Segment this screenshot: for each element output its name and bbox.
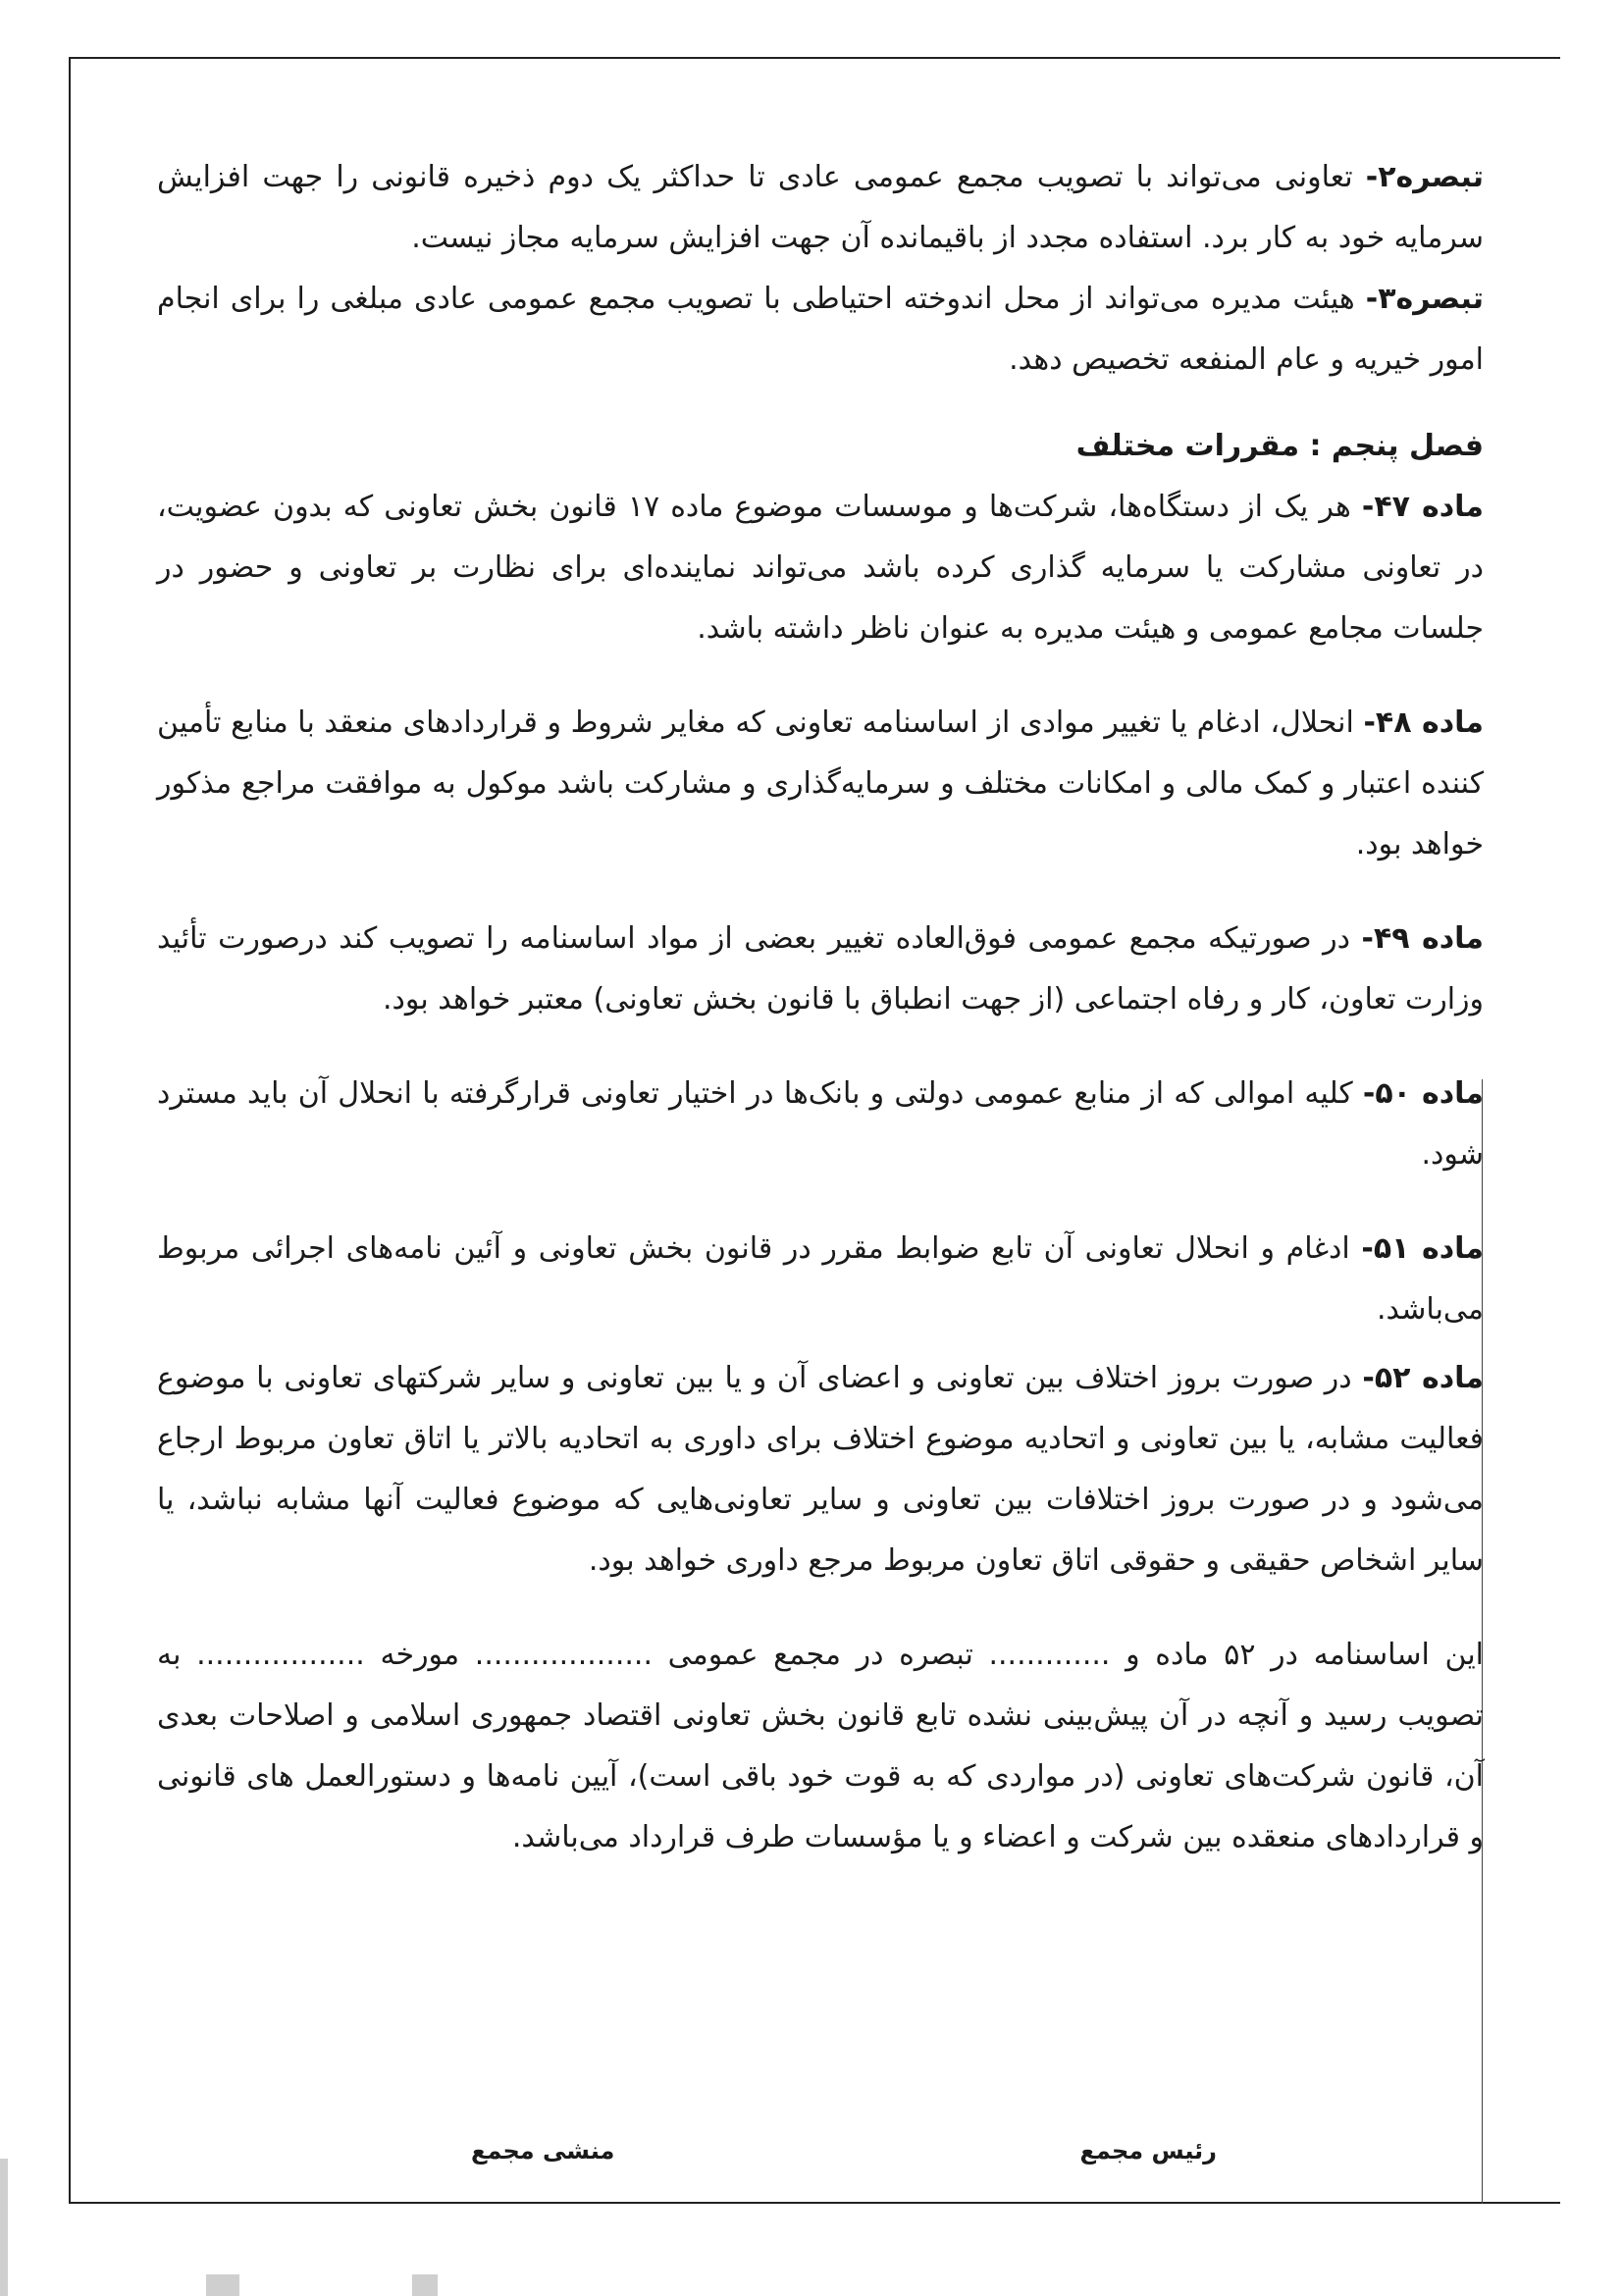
article-49 bbox=[157, 909, 1484, 1030]
article-label: ماده ۴۹- bbox=[1361, 921, 1484, 956]
note-2 bbox=[157, 147, 1484, 269]
article-label: ماده ۵۰- bbox=[1362, 1076, 1484, 1111]
signature-row bbox=[471, 2137, 1217, 2165]
article-label: ماده ۴۷- bbox=[1361, 490, 1484, 524]
note-label: تبصره۲- bbox=[1365, 160, 1484, 194]
scan-artifact bbox=[0, 2159, 8, 2296]
note-text: تعاونی می‌تواند با تصویب مجمع عمومی عادی تا حداکثر یک دوم ذخیره قانونی را جهت افزایش سرمایه خود به کار برد. استفاده مجدد از باقیمانده آن جهت افزایش سرمایه مجاز نیست. bbox=[157, 160, 1484, 255]
article-text: در صورتیکه مجمع عمومی فوق‌العاده تغییر بعضی از مواد اساسنامه را تصویب کند درصورت تأئید وزارت تعاون، کار و رفاه اجتماعی (از جهت انطباق با قانون بخش تعاونی) معتبر خواهد بود. bbox=[157, 921, 1484, 1017]
chapter-heading: فصل پنجم : مقررات مختلف bbox=[1075, 429, 1484, 463]
closing-paragraph: این اساسنامه در ۵۲ ماده و ............. تبصره در مجمع عمومی ................... مورخه .................. به تصویب رسید و آنچه در آن پیش‌بینی نشده تابع قانون بخش تعاونی اقتصاد جمهوری اسلامی و اصلاحات بعدی آن، قانون شرکت‌های تعاونی (در مواردی که به قوت خود باقی است)، آیین نامه‌ها و دستورالعمل های قانونی و قراردادهای منعقده بین شرکت و اعضاء و یا مؤسسات طرف قرارداد می‌باشد. bbox=[157, 1638, 1484, 1854]
article-47 bbox=[157, 477, 1484, 659]
article-text: ادغام و انحلال تعاونی آن تابع ضوابط مقرر در قانون بخش تعاونی و آئین نامه‌های اجرائی مربوط می‌باشد. bbox=[157, 1231, 1484, 1327]
article-text: هر یک از دستگاه‌ها، شرکت‌ها و موسسات موضوع ماده ۱۷ قانون بخش تعاونی که بدون عضویت، در تعاونی مشارکت یا سرمایه گذاری کرده باشد می‌تواند نماینده‌ای برای نظارت بر تعاونی و حضور در جلسات مجامع عمومی و هیئت مدیره به عنوان ناظر داشته باشد. bbox=[157, 490, 1484, 646]
article-label: ماده ۵۲- bbox=[1362, 1361, 1484, 1395]
secretary-signature-label: منشی مجمع bbox=[471, 2137, 615, 2165]
article-51 bbox=[157, 1219, 1484, 1340]
note-text: هیئت مدیره می‌تواند از محل اندوخته احتیاطی با تصویب مجمع عمومی عادی مبلغی را برای انجام امور خیریه و عام المنفعه تخصیص دهد. bbox=[157, 282, 1484, 377]
article-text: در صورت بروز اختلاف بین تعاونی و اعضای آن و یا بین تعاونی و سایر شرکتهای تعاونی با موضوع فعالیت مشابه، یا بین تعاونی و اتحادیه موضوع اختلاف برای داوری به اتحادیه بالاتر یا اتاق تعاون مربوط ارجاع می‌شود و در صورت بروز اختلافات بین تعاونی و سایر تعاونی‌هایی که موضوع فعالیت آنها مشابه نباشد، یا سایر اشخاص حقیقی و حقوقی اتاق تعاون مربوط مرجع داوری خواهد بود. bbox=[157, 1361, 1484, 1578]
article-50 bbox=[157, 1064, 1484, 1185]
article-text: انحلال، ادغام یا تغییر موادی از اساسنامه تعاونی که مغایر شروط و قراردادهای منعقد با منابع تأمین کننده اعتبار و کمک مالی و امکانات مختلف و سرمایه‌گذاری و مشارکت باشد موکول به موافقت مراجع مذکور خواهد بود. bbox=[157, 705, 1484, 861]
article-label: ماده ۵۱- bbox=[1361, 1231, 1484, 1266]
scan-artifact bbox=[206, 2274, 239, 2296]
scan-artifact bbox=[412, 2274, 438, 2296]
article-text: کلیه اموالی که از منابع عمومی دولتی و بانک‌ها در اختیار تعاونی قرارگرفته با انحلال آن باید مسترد شود. bbox=[157, 1076, 1484, 1172]
article-52 bbox=[157, 1348, 1484, 1592]
article-48 bbox=[157, 693, 1484, 875]
article-label: ماده ۴۸- bbox=[1363, 705, 1485, 740]
document-body bbox=[157, 147, 1484, 1868]
note-label: تبصره۳- bbox=[1365, 282, 1484, 316]
chairman-signature-label: رئیس مجمع bbox=[1079, 2137, 1217, 2165]
note-3 bbox=[157, 269, 1484, 391]
